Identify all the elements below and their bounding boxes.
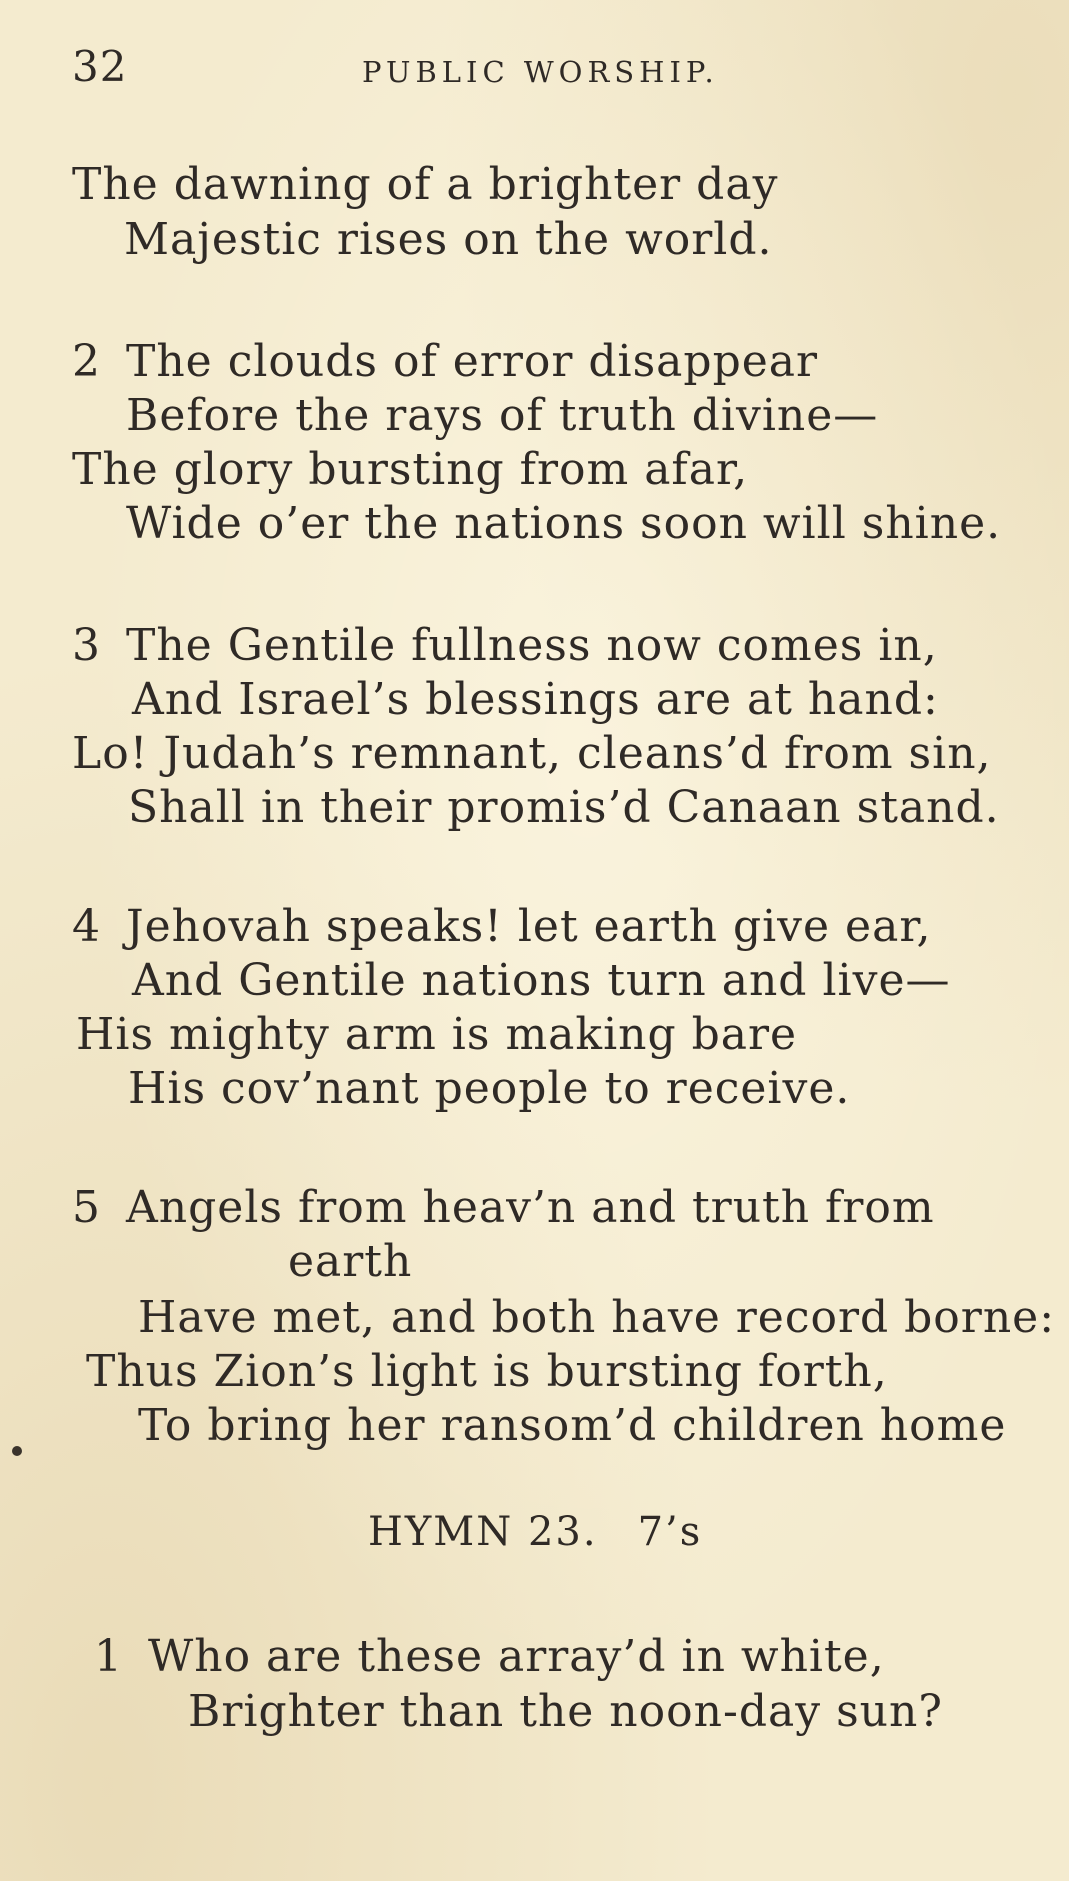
verse-line: Wide o’er the nations soon will shine. (126, 498, 1002, 549)
verse-line: Thus Zion’s light is bursting forth, (86, 1346, 888, 1397)
verse-line: To bring her ransom’d children home (138, 1400, 1007, 1451)
verse-line: Who are these array’d in white, (148, 1631, 885, 1682)
verse-line: Jehovah speaks! let earth give ear, (126, 901, 932, 952)
verse-line: Have met, and both have record borne: (138, 1292, 1056, 1343)
running-head: PUBLIC WORSHIP. (362, 55, 719, 89)
verse-first-line (72, 1182, 935, 1233)
verse-line: His mighty arm is making bare (76, 1009, 798, 1060)
verse-number: 1 (94, 1631, 123, 1682)
page-number: 32 (72, 42, 128, 91)
verse-line: Brighter than the noon-day sun? (188, 1686, 943, 1737)
verse-line: The clouds of error disappear (126, 336, 819, 387)
verse-number: 3 (72, 620, 101, 671)
verse-number: 5 (72, 1182, 101, 1233)
verse-line: And Gentile nations turn and live— (132, 955, 951, 1006)
verse-first-line (72, 901, 932, 952)
verse-line: The glory bursting from afar, (72, 444, 749, 495)
verse-line: And Israel’s blessings are at hand: (132, 674, 939, 725)
verse-line-runover: earth (288, 1236, 413, 1287)
verse-line: Shall in their promis’d Canaan stand. (128, 782, 1000, 833)
verse-first-line (94, 1631, 885, 1682)
verse-line: Before the rays of truth divine— (126, 390, 879, 441)
ink-spot (12, 1446, 22, 1456)
verse-line: Angels from heav’n and truth from (126, 1182, 935, 1233)
verse-number: 2 (72, 336, 101, 387)
verse-line: The dawning of a brighter day (72, 159, 779, 210)
hymn-number: HYMN 23. (368, 1509, 598, 1555)
hymn-meter: 7’s (637, 1509, 703, 1555)
verse-first-line (72, 620, 938, 671)
verse-line: His cov’nant people to receive. (128, 1063, 851, 1114)
verse-first-line (72, 336, 819, 387)
verse-number: 4 (72, 901, 101, 952)
hymn-title (368, 1509, 703, 1555)
verse-line: Lo! Judah’s remnant, cleans’d from sin, (72, 728, 992, 779)
verse-line: Majestic rises on the world. (124, 214, 773, 265)
verse-line: The Gentile fullness now comes in, (126, 620, 938, 671)
